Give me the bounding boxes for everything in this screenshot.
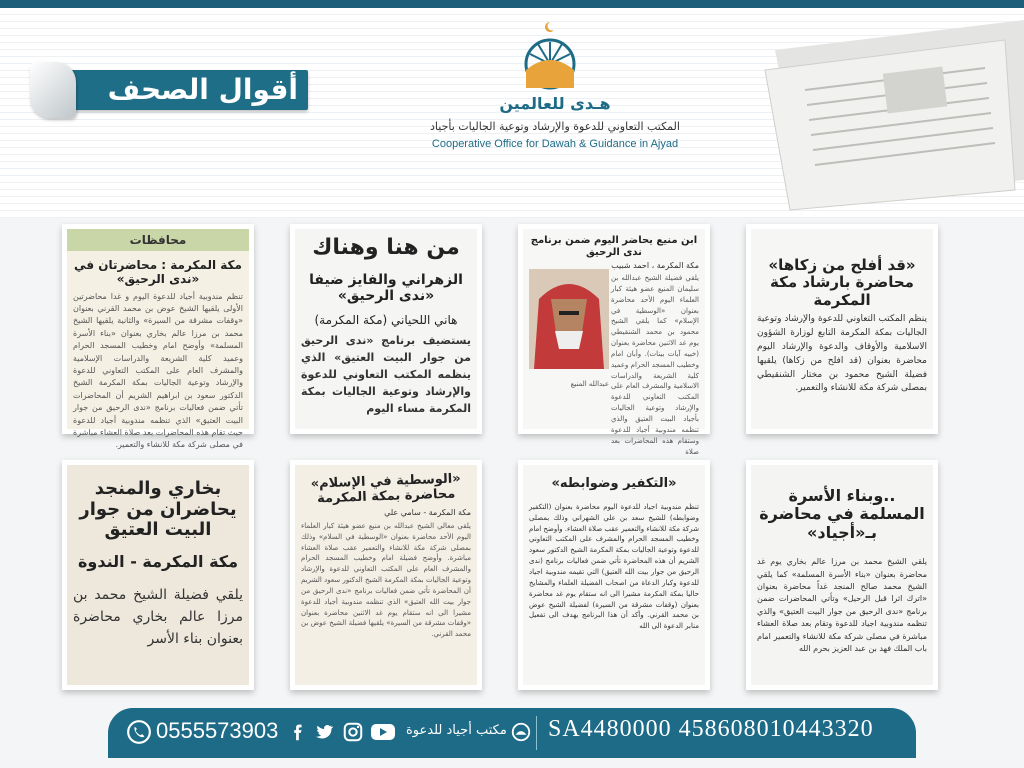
newspaper-stack-graphic (735, 10, 1024, 210)
clipping-card (62, 224, 254, 450)
twitter-icon[interactable] (312, 721, 334, 743)
youtube-icon[interactable] (370, 721, 396, 743)
clipping-body: يلقي معالي الشيخ عبدالله بن منيع عضو هيئة كبار العلماء اليوم الأحد محاضرة بعنوان «الوسطية في السلام» وذلك بمصلى شركة مكة للانشاء والتعمير عقب صلاة العشاء مباشرة. وأوضح فضيلة امام وخطيب المسجد الحرام والمشرف العام على المكتب التعاوني للدعوة والإرشاد وتوعية الجاليات بمكة المكرمة الشيخ الدكتور سعود الشريم أن المحاضرة تأتي ضمن فعاليات برنامج «ندى الرحيق من جوار بيت الله العتيق» الذي تنظمه مندوبية أجياد للدعوة مشيرا الى انه ستقام يوم غد الاثنين محاضرة بعنوان «وقفات مشرقة من السيرة» يلقيها فضيلة الشيخ عوض بن محمد القرني. (301, 521, 471, 639)
facebook-icon[interactable] (286, 721, 308, 743)
clipping-headline: ..وبناء الأسرة المسلمة في محاضرة بـ«أجياد» (759, 486, 925, 542)
photo-caption: عبدالله المنيع (570, 380, 609, 388)
clipping-card (746, 224, 938, 434)
logo-brand-text: هـدى للعالمين (499, 94, 611, 113)
clipping-headline: من هنا وهناك (312, 235, 460, 260)
logo-english-name: Cooperative Office for Dawah & Guidance in Ajyad (431, 138, 679, 150)
instagram-icon[interactable] (342, 721, 364, 743)
phone-number[interactable]: 0555573903 (156, 718, 279, 743)
clipping-card (290, 460, 482, 690)
clipping-headline: «الوسطية في الإسلام» محاضرة بمكة المكرمة (310, 471, 461, 507)
office-name: مكتب أجياد للدعوة (406, 723, 507, 738)
clipping-headline: «التكفير وضوابطه» (551, 476, 677, 491)
clipping-body: تنظم مندوبية اجياد للدعوة اليوم محاضرة بعنوان (التكفير وضوابطه) للشيخ سعد بن علي الشهراني وذلك بمصلى شركة مكة للانشاء والتعمير عقب صلاة العشاء. وأوضح امام وخطيب المسجد الحرام والمشرف على المكتب التعاوني للدعوة وتوعية الجاليات بمكة المكرمة الشيخ الدكتور سعود الشريم أن هذه المحاضرة تأتي ضمن فعاليات برنامج (ندى الرحيق من جوار بيت الله العتيق) التي تقيمه مندوبية اجياد للدعوة وكبار الدعاة من اصحاب الفضيلة العلماء والمشايخ حاليا بمكة المكرمة مشيرا الى انه ستقام يوم غد محاضرة بعنوان (وقفات مشرقة من السيرة) لفضيلة الشيخ عوض بن محمد القرني. وأكد أن هذا البرنامج يهدف الى تفعيل منابر الدعوة الى الله (529, 502, 699, 631)
clipping-body: يلقي فضيلة الشيخ عبدالله بن سليمان المنيع عضو هيئة كبار العلماء اليوم الأحد محاضرة بعنوان «الوسطية في الإسلام» كما يلقي الشيخ محمود بن محمد الشنقيطي يوم غد الاثنين محاضرة بعنوان (خبيه آيات بينات). وأبان امام وخطيب المسجد الحرام وعميد كلية الشريعة والدراسات الاسلامية والمشرف العام على المكتب التعاوني للدعوة والإرشاد وتوعية الجاليات بأجياد البيت العتيق والذي تنظمه مندوبية أجياد للدعوة وستقام هذه المحاضرات بعد صلاة (611, 274, 699, 456)
section-header-bar (67, 229, 249, 251)
clipping-body: يستضيف برنامج «ندى الرحيق من جوار البيت العتيق» الذي ينظمه المكتب التعاوني للدعوة والإرشاد وتوعية الجاليات بمكة المكرمة مساء اليوم (301, 334, 471, 416)
clipping-card (62, 460, 254, 690)
clipping-byline: هاني اللحياني (مكة المكرمة) (314, 313, 458, 328)
mosque-dome-emblem-icon (515, 20, 585, 90)
section-label: محافظات (129, 233, 187, 247)
portrait-photo (529, 269, 609, 369)
clipping-headline: «قد أفلح من زكاها» محاضرة بارشاد مكة المكرمة (768, 256, 916, 309)
clipping-headline: مكة المكرمة : محاضرتان في «ندى الرحيق» (74, 258, 242, 286)
clipping-byline: مكة المكرمة ، احمد شبيب (611, 261, 699, 270)
clipping-headline: ابن منيع يحاضر اليوم ضمن برنامج ندى الرحيق (530, 235, 698, 258)
clipping-subheadline: مكة المكرمة - الندوة (77, 552, 238, 572)
footer-separator (536, 716, 537, 750)
bank-account-number: SA4480000 458608010443320 (548, 716, 874, 742)
office-logo-icon (510, 721, 532, 743)
clipping-headline: بخاري والمنجد يحاضران من جوار البيت العتيق (79, 478, 237, 541)
logo-arabic-name: المكتب التعاوني للدعوة والإرشاد وتوعية الجاليات بأجياد (430, 120, 680, 133)
whatsapp-icon[interactable] (126, 719, 152, 745)
person-portrait-icon (529, 269, 609, 369)
ribbon-title: أقوال الصحف (107, 73, 298, 106)
clipping-body: ينظم المكتب التعاوني للدعوة والإرشاد وتوعية الجاليات بمكة المكرمة التابع لوزارة الشؤون الاسلامية والأوقاف والدعوة والإرشاد اليوم محاضرة بعنوان (قد افلح من زكاها) يلقيها فضيلة الشيخ محمود بن مختار الشنقيطي بمصلى شركة مكة للانشاء والتعمير. (757, 313, 927, 394)
clipping-byline: مكة المكرمة - سامي علي (384, 507, 471, 517)
contact-footer-bar (108, 708, 916, 758)
clipping-subheadline: الزهراني والفايز ضيفا «ندى الرحيق» (309, 272, 463, 305)
ribbon-curl (30, 62, 76, 118)
clipping-card (746, 460, 938, 690)
press-quotes-ribbon (18, 62, 318, 118)
clipping-card (518, 224, 710, 456)
top-accent-bar (0, 0, 1024, 8)
clipping-body: تنظم مندوبية أجياد للدعوة اليوم و غدا محاضرتين الأولى يلقيها الشيخ عوض بن محمد القرني بعنوان «وقفات مشرقة من السيرة» والثانية يلقيها الشيخ محمد بن مرزا عالم بخاري بعنوان «بناء الأسرة المسلمة» وأوضح امام وخطيب المسجد الحرام وعميد كلية الشريعة والدراسات الإسلامية والمشرف العام على المكتب التعاوني للدعوة والإرشاد وتوعية الجاليات بمكة المكرمة الشيخ الدكتور سعود بن ابراهيم الشريم أن المحاضرات تأتي ضمن فعاليات برنامج «ندى الرحيق من جوار البيت العتيق» الذي تنظمه مندوبية أجياد للدعوة حيث تقام هذه المحاضرات بعد صلاة العشاء مباشرة في مصلى شركة مكة للانشاء والتعمير. (73, 291, 243, 450)
clipping-card (518, 460, 710, 690)
organization-logo (420, 20, 690, 170)
clipping-card (290, 224, 482, 434)
clipping-body: يلقي فضيلة الشيخ محمد بن مرزا عالم بخاري محاضرة بعنوان بناء الأسر (73, 587, 243, 647)
clipping-body: يلقي الشيخ محمد بن مرزا عالم بخاري يوم غد محاضرة بعنوان «بناء الأسرة المسلمة» كما يلقي الشيخ محمد صالح المنجد غداً محاضرة بعنوان «اترك اثرا قبل الرحيل» وتأتي المحاضرات ضمن برنامج «ندى الرحيق من جوار البيت العتيق» والذي تنظمه مندوبية اجياد للدعوة وتقام بعد صلاة العشاء مباشرة في مصلى شركة مكة للانشاء والتعمير امام باب الملك فهد بن عبد العزيز بحرم الله (757, 557, 927, 653)
